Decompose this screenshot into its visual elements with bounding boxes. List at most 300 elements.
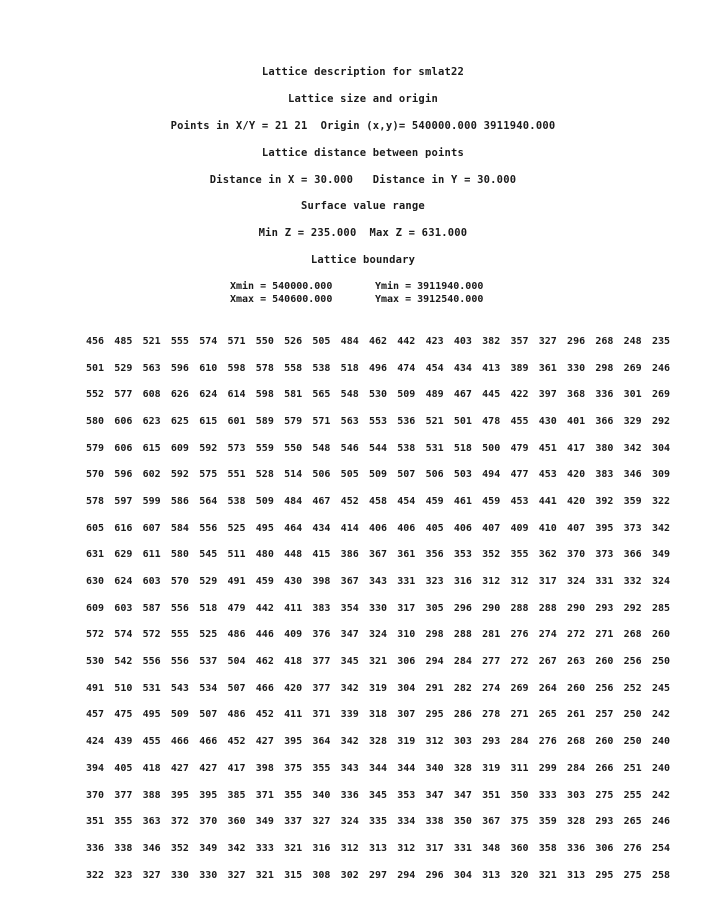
grid-cell: 284 [510,736,529,748]
grid-cell: 297 [368,869,388,881]
grid-cell: 530 [86,656,105,668]
grid-cell: 589 [255,415,274,427]
grid-cell: 324 [368,629,388,641]
grid-cell: 275 [623,869,642,881]
grid-cell: 538 [397,442,416,454]
grid-cell: 258 [651,869,670,881]
grid-cell: 414 [340,522,359,534]
grid-cell: 526 [284,335,303,347]
grid-cell: 505 [340,469,359,481]
grid-cell: 572 [142,629,161,641]
grid-cell: 282 [453,682,472,694]
grid-cell: 281 [482,629,501,641]
grid-cell: 319 [397,736,416,748]
grid-cell: 327 [142,869,161,881]
grid-cell: 342 [651,522,670,534]
grid-cell: 248 [623,335,642,347]
grid-cell: 563 [340,415,359,427]
grid-cell: 452 [340,495,359,507]
grid-cell: 312 [397,842,416,854]
grid-cell: 352 [170,842,189,854]
grid-cell: 578 [86,495,105,507]
grid-cell: 334 [397,816,416,828]
grid-cell: 538 [312,362,331,374]
grid-cell: 319 [368,682,388,694]
grid-cell: 461 [453,495,472,507]
grid-cell: 546 [340,442,359,454]
grid-cell: 548 [340,389,359,401]
grid-cell: 625 [170,415,189,427]
grid-cell: 607 [142,522,161,534]
grid-cell: 342 [340,736,359,748]
grid-cell: 298 [425,629,444,641]
grid-cell: 556 [170,602,189,614]
grid-cell: 394 [86,762,105,774]
grid-cell: 501 [453,415,472,427]
grid-cell: 495 [142,709,161,721]
grid-cell: 555 [170,335,189,347]
grid-cell: 303 [567,789,586,801]
grid-cell: 353 [453,549,472,561]
grid-cell: 324 [340,816,359,828]
grid-cell: 611 [142,549,161,561]
grid-cell: 313 [567,869,586,881]
grid-cell: 328 [453,762,472,774]
ymax-value: Ymax = 3912540.000 [375,294,484,305]
grid-cell: 423 [425,335,444,347]
grid-cell: 355 [284,789,303,801]
grid-cell: 321 [284,842,303,854]
grid-cell: 330 [199,869,218,881]
grid-cell: 276 [510,629,529,641]
grid-cell: 260 [595,736,614,748]
grid-cell: 288 [510,602,529,614]
grid-cell: 559 [255,442,274,454]
grid-cell: 286 [453,709,472,721]
grid-cell: 344 [397,762,416,774]
grid-cell: 293 [595,602,614,614]
grid-cell: 277 [482,656,501,668]
grid-cell: 596 [170,362,189,374]
grid-cell: 380 [595,442,614,454]
grid-cell: 418 [284,656,303,668]
grid-cell: 269 [651,389,670,401]
grid-cell: 451 [538,442,557,454]
grid-cell: 538 [227,495,246,507]
grid-cell: 373 [595,549,614,561]
grid-cell: 507 [397,469,416,481]
grid-cell: 290 [482,602,501,614]
grid-row [86,568,686,595]
grid-cell: 525 [199,629,218,641]
grid-cell: 298 [595,362,614,374]
grid-cell: 306 [595,842,614,854]
grid-cell: 296 [425,869,444,881]
grid-cell: 257 [595,709,614,721]
grid-cell: 383 [312,602,331,614]
grid-cell: 235 [651,335,670,347]
grid-cell: 615 [199,415,218,427]
grid-cell: 403 [453,335,472,347]
grid-cell: 359 [538,816,557,828]
grid-cell: 608 [142,389,161,401]
grid-cell: 529 [199,576,218,588]
grid-cell: 295 [595,869,614,881]
grid-cell: 454 [425,362,444,374]
grid-cell: 266 [595,762,614,774]
grid-cell: 342 [227,842,246,854]
grid-cell: 564 [199,495,218,507]
grid-cell: 353 [397,789,416,801]
grid-cell: 578 [255,362,274,374]
grid-cell: 347 [453,789,472,801]
grid-cell: 346 [623,469,642,481]
grid-cell: 555 [170,629,189,641]
grid-cell: 570 [170,576,189,588]
grid-cell: 410 [538,522,557,534]
grid-cell: 272 [510,656,529,668]
grid-cell: 306 [397,656,416,668]
grid-cell: 371 [312,709,331,721]
grid-cell: 558 [284,362,303,374]
grid-cell: 486 [227,709,246,721]
grid-cell: 398 [255,762,274,774]
grid-cell: 327 [312,816,331,828]
grid-cell: 571 [312,415,331,427]
grid-cell: 320 [510,869,529,881]
grid-cell: 442 [397,335,416,347]
grid-cell: 330 [170,869,189,881]
grid-row [86,675,686,702]
grid-cell: 505 [312,335,331,347]
grid-cell: 420 [567,469,586,481]
grid-cell: 256 [623,656,642,668]
grid-cell: 303 [453,736,472,748]
grid-cell: 563 [142,362,161,374]
grid-cell: 349 [199,842,218,854]
grid-cell: 572 [86,629,105,641]
grid-cell: 521 [142,335,161,347]
grid-cell: 452 [255,709,274,721]
grid-cell: 565 [312,389,331,401]
grid-cell: 313 [368,842,388,854]
grid-cell: 321 [538,869,557,881]
grid-cell: 331 [397,576,416,588]
grid-cell: 455 [142,736,161,748]
grid-cell: 370 [199,816,218,828]
grid-cell: 479 [510,442,529,454]
grid-cell: 340 [425,762,444,774]
grid-cell: 339 [340,709,359,721]
grid-cell: 630 [86,576,105,588]
grid-cell: 606 [114,415,133,427]
grid-cell: 349 [651,549,670,561]
grid-cell: 510 [114,682,133,694]
grid-cell: 331 [453,842,472,854]
grid-cell: 337 [284,816,303,828]
grid-cell: 321 [255,869,274,881]
grid-cell: 343 [368,576,388,588]
grid-cell: 446 [255,629,274,641]
grid-cell: 464 [284,522,303,534]
grid-cell: 271 [510,709,529,721]
grid-cell: 389 [510,362,529,374]
grid-cell: 544 [368,442,388,454]
grid-cell: 459 [425,495,444,507]
grid-cell: 454 [397,495,416,507]
grid-cell: 336 [595,389,614,401]
grid-cell: 477 [510,469,529,481]
xmax-value: Xmax = 540600.000 [230,294,333,305]
grid-cell: 338 [114,842,133,854]
grid-cell: 315 [284,869,303,881]
grid-cell: 355 [312,762,331,774]
grid-cell: 413 [482,362,501,374]
grid-cell: 358 [538,842,557,854]
grid-cell: 285 [651,602,670,614]
grid-cell: 340 [312,789,331,801]
grid-cell: 570 [86,469,105,481]
grid-cell: 294 [397,869,416,881]
grid-cell: 242 [651,789,670,801]
grid-cell: 420 [567,495,586,507]
grid-cell: 537 [199,656,218,668]
grid-cell: 489 [425,389,444,401]
grid-cell: 427 [199,762,218,774]
grid-cell: 445 [482,389,501,401]
grid-cell: 448 [284,549,303,561]
grid-cell: 552 [86,389,105,401]
grid-cell: 268 [595,335,614,347]
size-origin-heading: Lattice size and origin [288,93,438,105]
grid-cell: 319 [482,762,501,774]
grid-cell: 586 [170,495,189,507]
grid-cell: 360 [510,842,529,854]
grid-cell: 406 [397,522,416,534]
grid-cell: 321 [368,656,388,668]
z-range-line: Min Z = 235.000 Max Z = 631.000 [258,227,468,239]
grid-cell: 291 [425,682,444,694]
grid-cell: 521 [425,415,444,427]
grid-cell: 336 [340,789,359,801]
grid-cell: 496 [368,362,388,374]
grid-cell: 332 [623,576,642,588]
grid-cell: 386 [340,549,359,561]
grid-cell: 308 [312,869,331,881]
grid-cell: 375 [284,762,303,774]
grid-cell: 474 [397,362,416,374]
grid-cell: 395 [284,736,303,748]
grid-cell: 518 [340,362,359,374]
grid-cell: 254 [651,842,670,854]
grid-cell: 409 [510,522,529,534]
grid-cell: 528 [255,469,274,481]
grid-cell: 359 [623,495,642,507]
grid-cell: 272 [567,629,586,641]
grid-cell: 375 [510,816,529,828]
grid-cell: 366 [623,549,642,561]
grid-cell: 362 [538,549,557,561]
grid-cell: 330 [567,362,586,374]
grid-cell: 276 [623,842,642,854]
grid-cell: 624 [114,576,133,588]
grid-cell: 485 [114,335,133,347]
grid-cell: 491 [227,576,246,588]
grid-row [86,328,686,355]
grid-row [86,622,686,649]
grid-cell: 543 [170,682,189,694]
grid-row [86,461,686,488]
grid-cell: 370 [86,789,105,801]
grid-cell: 503 [453,469,472,481]
grid-row [86,381,686,408]
grid-cell: 296 [453,602,472,614]
distance-heading: Lattice distance between points [261,147,465,159]
grid-cell: 352 [482,549,501,561]
grid-row [86,648,686,675]
grid-cell: 609 [86,602,105,614]
grid-cell: 484 [284,495,303,507]
grid-cell: 427 [170,762,189,774]
grid-cell: 312 [340,842,359,854]
grid-cell: 534 [199,682,218,694]
grid-cell: 371 [255,789,274,801]
grid-cell: 500 [482,442,501,454]
grid-row [86,488,686,515]
grid-cell: 592 [199,442,218,454]
grid-cell: 603 [142,576,161,588]
grid-row [86,355,686,382]
grid-cell: 536 [397,415,416,427]
grid-cell: 592 [170,469,189,481]
grid-cell: 388 [142,789,161,801]
grid-cell: 269 [623,362,642,374]
grid-cell: 293 [595,816,614,828]
boundary-block [230,280,530,306]
grid-cell: 312 [482,576,501,588]
grid-cell: 616 [114,522,133,534]
grid-cell: 361 [397,549,416,561]
grid-cell: 407 [567,522,586,534]
grid-cell: 395 [595,522,614,534]
grid-cell: 479 [227,602,246,614]
grid-cell: 545 [199,549,218,561]
grid-cell: 327 [538,335,557,347]
grid-row [86,542,686,569]
grid-cell: 575 [199,469,218,481]
grid-cell: 574 [114,629,133,641]
grid-cell: 377 [312,682,331,694]
grid-cell: 405 [425,522,444,534]
grid-cell: 602 [142,469,161,481]
grid-cell: 579 [284,415,303,427]
grid-cell: 240 [651,762,670,774]
grid-cell: 466 [170,736,189,748]
grid-cell: 250 [651,656,670,668]
grid-cell: 606 [114,442,133,454]
boundary-heading: Lattice boundary [310,254,416,266]
grid-cell: 401 [567,415,586,427]
grid-cell: 466 [199,736,218,748]
grid-cell: 322 [651,495,670,507]
grid-cell: 335 [368,816,388,828]
grid-cell: 361 [538,362,557,374]
grid-cell: 261 [567,709,586,721]
points-origin-line: Points in X/Y = 21 21 Origin (x,y)= 540000.000 3911940.000 [170,120,556,132]
grid-cell: 623 [142,415,161,427]
grid-cell: 327 [227,869,246,881]
grid-cell: 507 [199,709,218,721]
grid-cell: 263 [567,656,586,668]
grid-cell: 324 [567,576,586,588]
grid-cell: 367 [368,549,388,561]
grid-cell: 255 [623,789,642,801]
grid-cell: 458 [368,495,388,507]
grid-cell: 573 [227,442,246,454]
grid-cell: 304 [397,682,416,694]
grid-cell: 351 [86,816,105,828]
grid-cell: 548 [312,442,331,454]
grid-cell: 250 [623,709,642,721]
grid-cell: 480 [255,549,274,561]
grid-cell: 324 [651,576,670,588]
grid-cell: 267 [538,656,557,668]
grid-cell: 411 [284,602,303,614]
grid-cell: 556 [170,656,189,668]
grid-cell: 344 [368,762,388,774]
grid-cell: 525 [227,522,246,534]
grid-cell: 514 [284,469,303,481]
grid-cell: 355 [114,816,133,828]
grid-cell: 531 [425,442,444,454]
grid-cell: 530 [368,389,388,401]
grid-cell: 240 [651,736,670,748]
grid-cell: 292 [623,602,642,614]
grid-cell: 350 [453,816,472,828]
grid-cell: 313 [482,869,501,881]
grid-cell: 276 [538,736,557,748]
grid-cell: 462 [368,335,388,347]
grid-cell: 424 [86,736,105,748]
grid-cell: 342 [340,682,359,694]
grid-cell: 336 [86,842,105,854]
grid-cell: 441 [538,495,557,507]
report-title: Lattice description for smlat22 [261,66,465,78]
grid-cell: 264 [538,682,557,694]
grid-cell: 453 [538,469,557,481]
grid-cell: 457 [86,709,105,721]
grid-cell: 383 [595,469,614,481]
grid-cell: 615 [142,442,161,454]
grid-row [86,755,686,782]
grid-cell: 392 [595,495,614,507]
grid-cell: 346 [142,842,161,854]
grid-cell: 311 [510,762,529,774]
grid-cell: 382 [482,335,501,347]
grid-cell: 584 [170,522,189,534]
grid-cell: 312 [425,736,444,748]
grid-cell: 348 [482,842,501,854]
grid-cell: 328 [368,736,388,748]
grid-cell: 328 [567,816,586,828]
grid-cell: 475 [114,709,133,721]
grid-cell: 609 [170,442,189,454]
ymin-value: Ymin = 3911940.000 [375,281,484,292]
grid-cell: 256 [595,682,614,694]
grid-cell: 312 [510,576,529,588]
grid-row [86,728,686,755]
grid-cell: 511 [227,549,246,561]
